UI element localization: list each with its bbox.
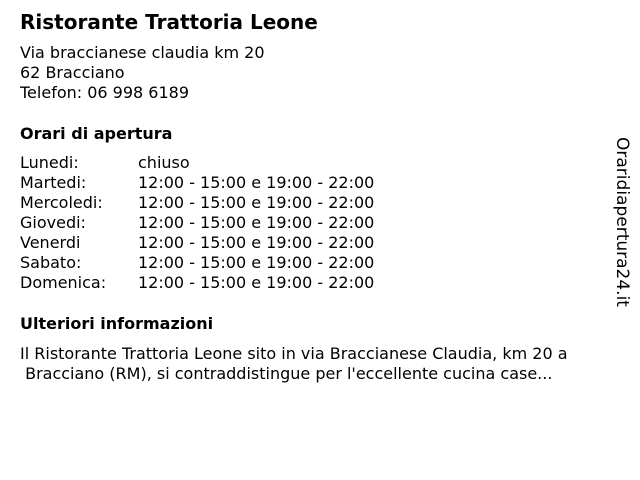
restaurant-name: Ristorante Trattoria Leone (20, 10, 318, 34)
day-label: Giovedi: (20, 213, 86, 232)
phone-number: Telefon: 06 998 6189 (20, 83, 190, 102)
hours-row-wednesday (20, 193, 374, 213)
time-value: 12:00 - 15:00 e 19:00 - 22:00 (138, 273, 375, 292)
site-watermark: Oraridiapertura24.it (612, 137, 632, 307)
time-value: chiuso (138, 153, 190, 172)
address-city: 62 Bracciano (20, 63, 125, 82)
hours-row-saturday (20, 253, 374, 273)
time-value: 12:00 - 15:00 e 19:00 - 22:00 (138, 173, 375, 192)
info-line: Il Ristorante Trattoria Leone sito in via Braccianese Claudia, km 20 a (20, 344, 568, 363)
day-label: Lunedi: (20, 153, 79, 172)
hours-row-tuesday (20, 173, 374, 193)
info-heading: Ulteriori informazioni (20, 314, 214, 333)
time-value: 12:00 - 15:00 e 19:00 - 22:00 (138, 213, 375, 232)
info-description (20, 344, 620, 384)
address-street: Via braccianese claudia km 20 (20, 43, 265, 62)
hours-row-thursday (20, 213, 374, 233)
day-label: Mercoledi: (20, 193, 103, 212)
day-label: Venerdi (20, 233, 81, 252)
hours-row-monday (20, 153, 374, 173)
time-value: 12:00 - 15:00 e 19:00 - 22:00 (138, 233, 375, 252)
day-label: Martedi: (20, 173, 87, 192)
address-block (20, 43, 265, 103)
day-label: Domenica: (20, 273, 107, 292)
day-label: Sabato: (20, 253, 82, 272)
opening-hours-table (20, 153, 374, 293)
time-value: 12:00 - 15:00 e 19:00 - 22:00 (138, 253, 375, 272)
hours-heading: Orari di apertura (20, 124, 173, 143)
hours-row-friday (20, 233, 374, 253)
hours-row-sunday (20, 273, 374, 293)
time-value: 12:00 - 15:00 e 19:00 - 22:00 (138, 193, 375, 212)
info-line: Bracciano (RM), si contraddistingue per l'eccellente cucina case... (20, 364, 553, 383)
